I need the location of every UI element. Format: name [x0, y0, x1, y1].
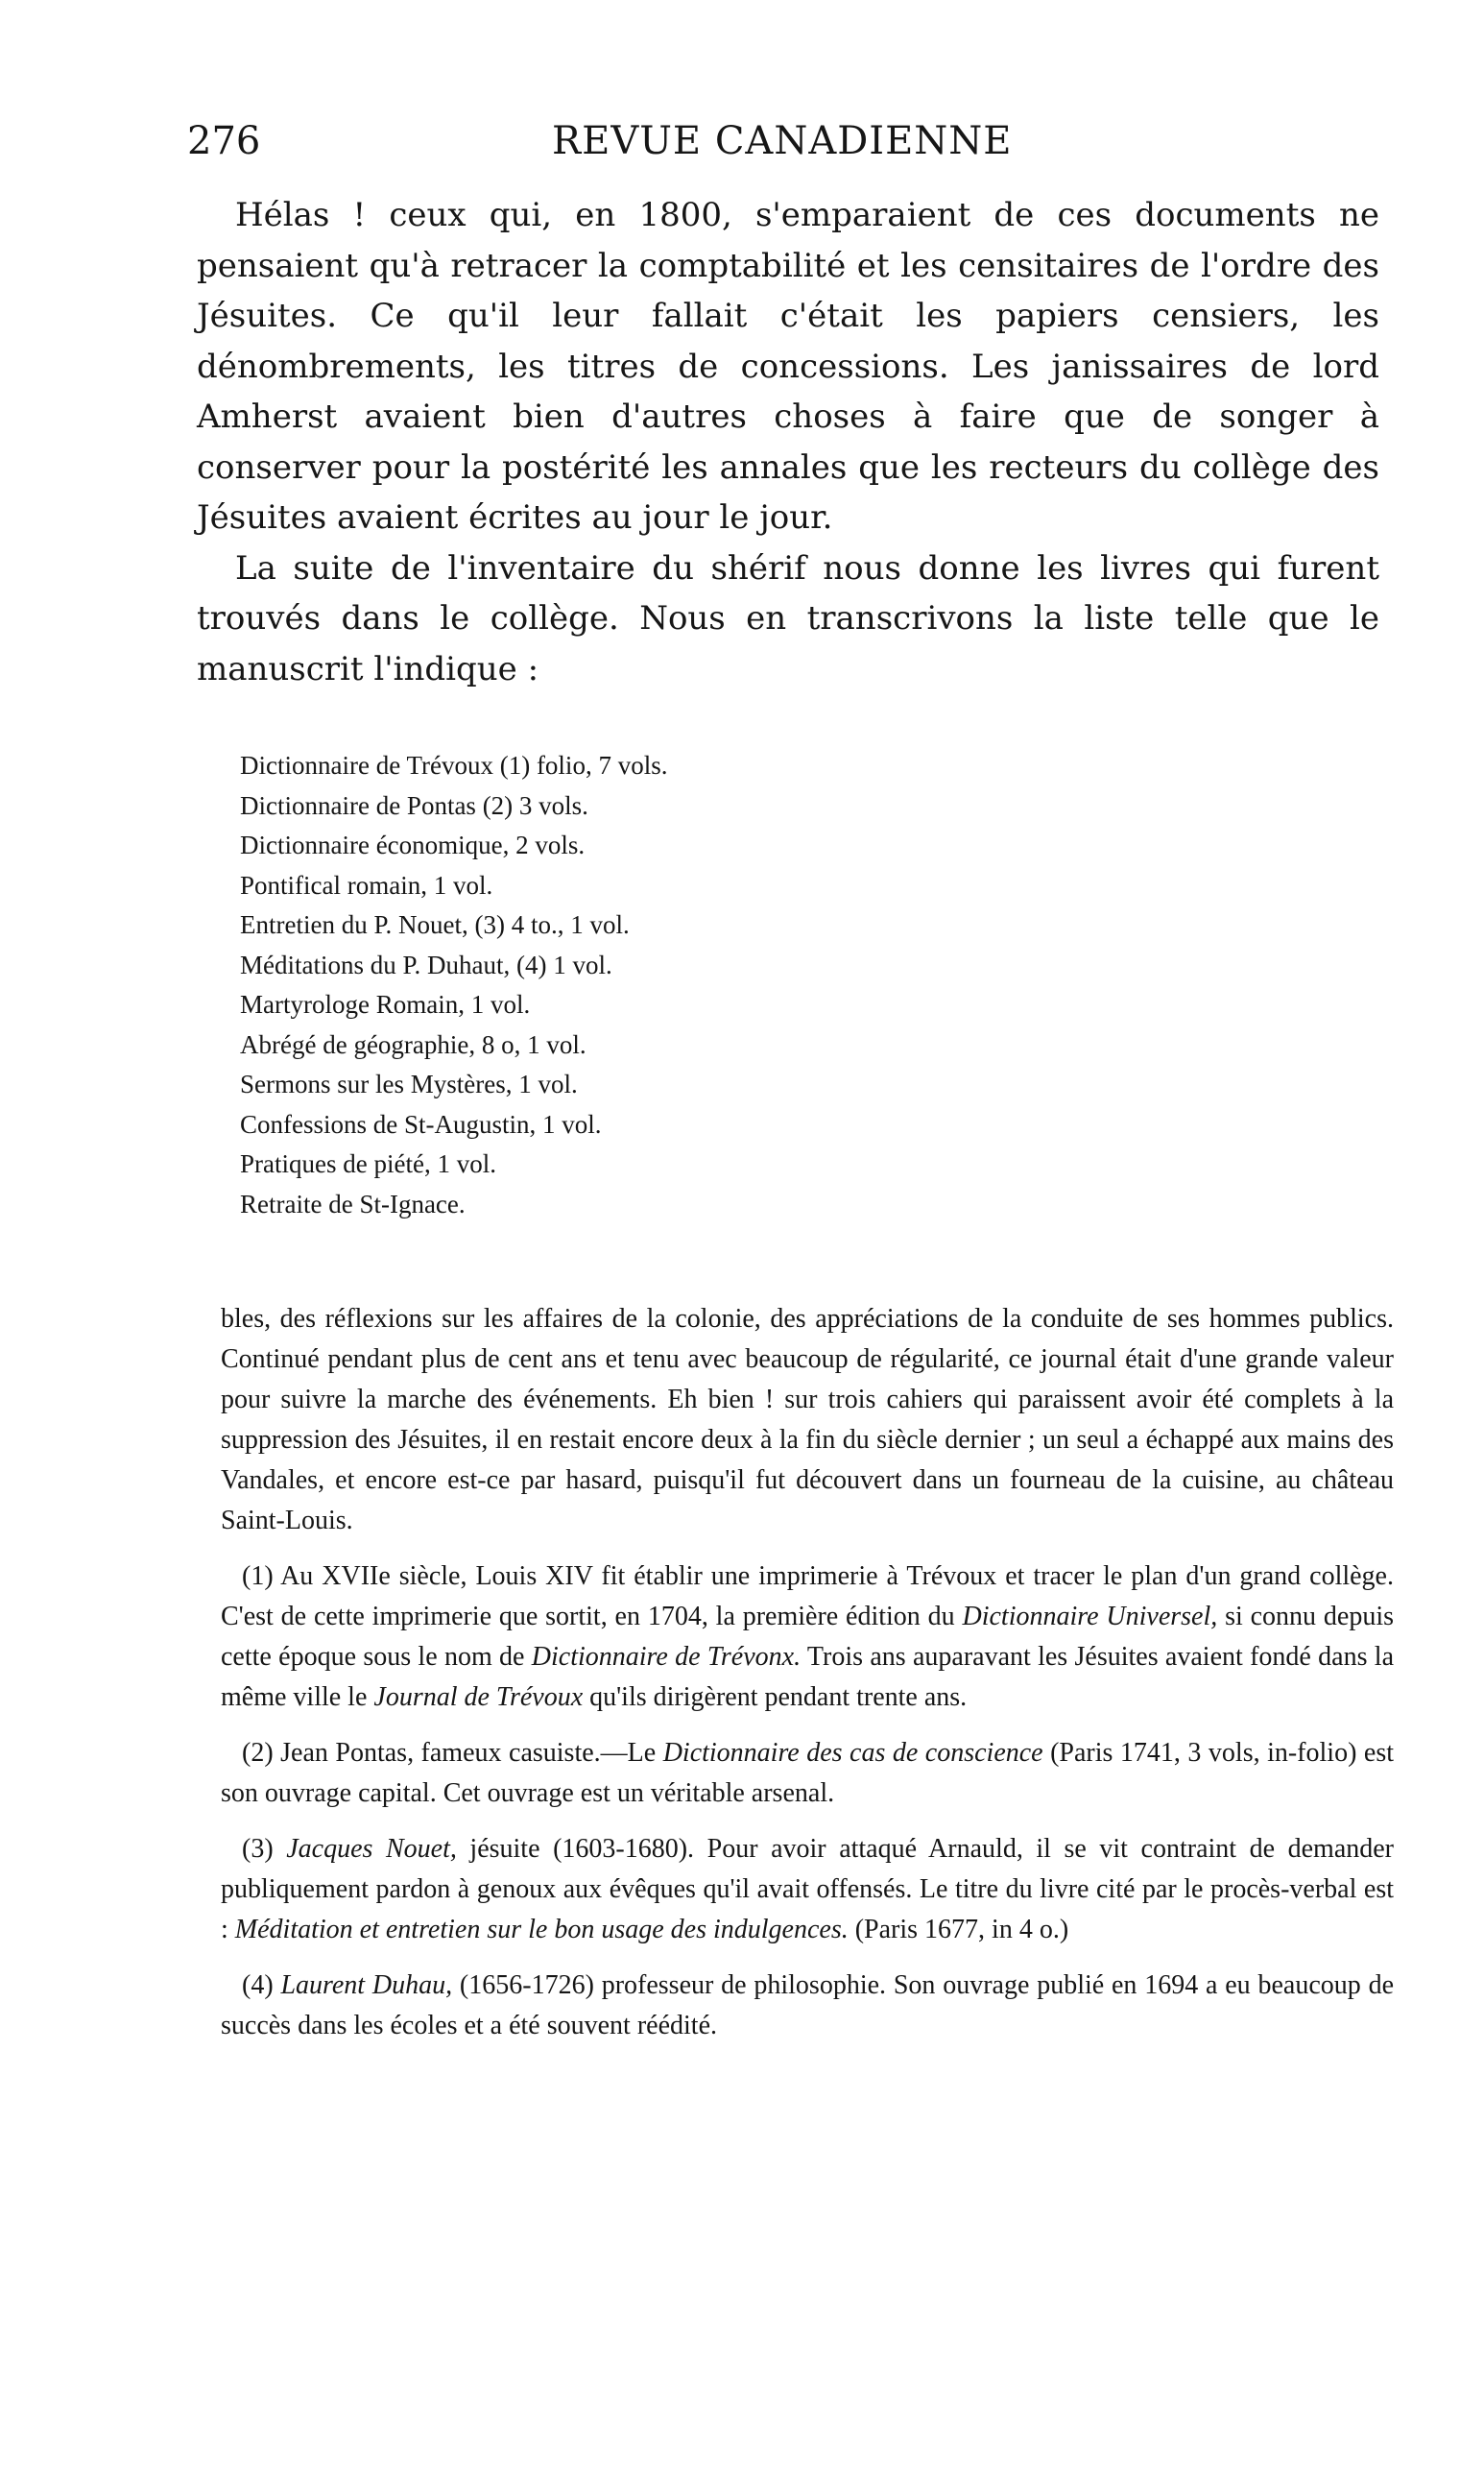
- book-list-item: Retraite de St-Ignace.: [240, 1189, 466, 1218]
- book-list: [240, 746, 1104, 1224]
- footnote-text: (1656-1726) professeur de philosophie. Son ouvrage publié en 1694 a eu beaucoup de succès dans les écoles et a été souvent réédité.: [221, 1970, 1394, 2040]
- footnote-text: jésuite (1603-1680). Pour avoir attaqué Arnauld, il se vit contraint de demander publiquement pardon à genoux aux évêques qu'il avait offensés. Le titre du livre cité par le procès-verbal est :: [221, 1834, 1395, 1944]
- footnotes: [221, 1299, 1394, 2062]
- book-list-item: Dictionnaire économique, 2 vols.: [240, 831, 586, 859]
- footnote-title: Dictionnaire de Trévonx.: [531, 1642, 802, 1672]
- footnote-text: (Paris 1741, 3 vols, in-folio) est son ouvrage capital. Cet ouvrage est un véritable arsenal.: [221, 1738, 1394, 1808]
- footnote-title: Méditation et entretien sur le bon usage des indulgences.: [234, 1915, 849, 1944]
- footnote-title: Dictionnaire Universel,: [962, 1602, 1218, 1631]
- main-text: [197, 190, 1379, 694]
- footnote-author: Jacques Nouet,: [286, 1834, 457, 1864]
- footnote-text: Trois ans auparavant les Jésuites avaient fondé dans la même ville le: [221, 1642, 1394, 1712]
- book-list-item: Pratiques de piété, 1 vol.: [240, 1149, 496, 1178]
- footnote-3: [221, 1829, 1394, 1950]
- book-list-item: Entretien du P. Nouet, (3) 4 to., 1 vol.: [240, 910, 630, 939]
- footnote-text: (1) Au XVIIe siècle, Louis XIV fit établir une imprimerie à Trévoux et tracer le plan d'un grand collège. C'est de cette imprimerie que sortit, en 1704, la première édition du: [221, 1561, 1394, 1631]
- footnote-text: si connu depuis cette époque sous le nom de: [221, 1602, 1394, 1672]
- book-list-item: Dictionnaire de Trévoux (1) folio, 7 vols.: [240, 751, 668, 780]
- footnote-text: (3): [242, 1834, 287, 1864]
- footnote-4: [221, 1966, 1394, 2046]
- page-number: 276: [187, 119, 261, 163]
- paragraph: La suite de l'inventaire du shérif nous donne les livres qui furent trouvés dans le collège. Nous en transcrivons la liste telle que le manuscrit l'indique :: [197, 548, 1379, 688]
- book-list-item: Confessions de St-Augustin, 1 vol.: [240, 1109, 602, 1139]
- book-list-item: Martyrologe Romain, 1 vol.: [240, 990, 531, 1019]
- footnote-title: Journal de Trévoux: [373, 1682, 584, 1712]
- book-list-item: Pontifical romain, 1 vol.: [240, 870, 493, 900]
- footnote-text: (Paris 1677, in 4 o.): [848, 1915, 1069, 1944]
- book-list-item: Sermons sur les Mystères, 1 vol.: [240, 1070, 578, 1098]
- footnote-2: [221, 1733, 1394, 1814]
- footnote-text: qu'ils dirigèrent pendant trente ans.: [583, 1682, 968, 1712]
- book-list-item: Abrégé de géographie, 8 o, 1 vol.: [240, 1029, 586, 1059]
- footnote-text: (2) Jean Pontas, fameux casuiste.—Le: [242, 1738, 663, 1768]
- footnote-title: Dictionnaire des cas de conscience: [662, 1738, 1043, 1768]
- page-header: [187, 113, 1397, 171]
- running-title: REVUE CANADIENNE: [552, 119, 1013, 163]
- footnote-continuation: bles, des réflexions sur les affaires de la colonie, des appréciations de la conduite de ses hommes publics. Continué pendant plus de cent ans et tenu avec beaucoup de régularité, ce journal était d'une grande valeur pour suivre la marche des événements. Eh bien ! sur trois cahiers qui paraissent avoir été complets à la suppression des Jésuites, il en restait encore deux à la fin du siècle dernier ; un seul a échappé aux mains des Vandales, et encore est-ce par hasard, puisqu'il fut découvert dans un fourneau de la cuisine, au château Saint-Louis.: [221, 1304, 1394, 1535]
- paragraph: Hélas ! ceux qui, en 1800, s'emparaient de ces documents ne pensaient qu'à retracer la comptabilité et les censitaires de l'ordre des Jésuites. Ce qu'il leur fallait c'était les papiers censiers, les dénombrements, les titres de concessions. Les janissaires de lord Amherst avaient bien d'autres choses à faire que de songer à conserver pour la postérité les annales que les recteurs du collège des Jésuites avaient écrites au jour le jour.: [197, 196, 1379, 537]
- footnote-author: Laurent Duhau,: [280, 1970, 453, 2000]
- book-list-item: Méditations du P. Duhaut, (4) 1 vol.: [240, 950, 612, 979]
- footnote-1: [221, 1556, 1394, 1718]
- book-list-item: Dictionnaire de Pontas (2) 3 vols.: [240, 790, 588, 820]
- footnote-text: (4): [242, 1970, 281, 2000]
